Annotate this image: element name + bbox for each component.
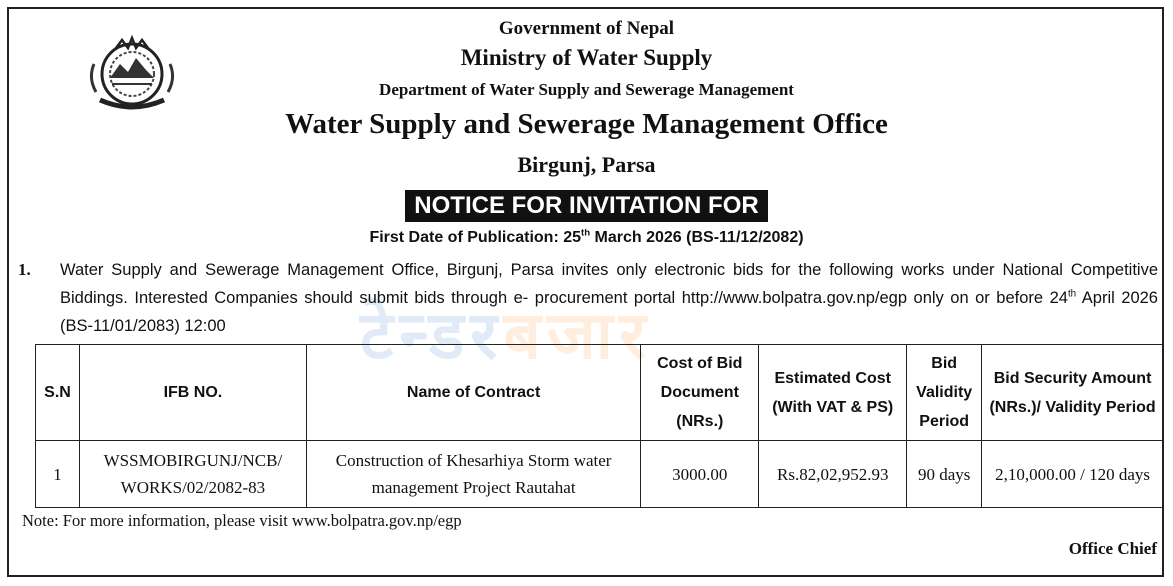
notice-banner [0, 190, 1173, 222]
cell-bid-security: 2,10,000.00 / 120 days [982, 441, 1164, 508]
header-sn: S.N [36, 345, 80, 441]
header-cost-of-bid-document: Cost of Bid Document (NRs.) [641, 345, 759, 441]
notice-title: NOTICE FOR INVITATION FOR [405, 190, 767, 222]
table-header-row [36, 345, 1164, 441]
watermark: टेन्डरबजार [360, 298, 652, 372]
office-location: Birgunj, Parsa [517, 152, 656, 177]
paragraph-number: 1. [18, 260, 31, 279]
footer-note: Note: For more information, please visit www.bolpatra.gov.np/egp [22, 511, 462, 530]
header-contract-name: Name of Contract [306, 345, 640, 441]
ministry-line: Ministry of Water Supply [460, 45, 713, 70]
cell-contract-name: Construction of Khesarhiya Storm water management Project Rautahat [306, 441, 640, 508]
header-bid-security: Bid Security Amount (NRs.)/ Validity Period [982, 345, 1164, 441]
department-line: Department of Water Supply and Sewerage Management [379, 80, 794, 99]
invitation-paragraph [18, 256, 1158, 340]
bids-table [35, 344, 1164, 508]
cell-ifb-no: WSSMOBIRGUNJ/NCB/ WORKS/02/2082-83 [79, 441, 306, 508]
header-bid-validity: Bid Validity Period [907, 345, 982, 441]
signatory: Office Chief [1068, 539, 1157, 558]
office-title: Water Supply and Sewerage Management Office [285, 108, 888, 140]
paragraph-text: Water Supply and Sewerage Management Office, Birgunj, Parsa invites only electronic bids for the following works under National Competitive Biddings. Interested Companies should submit bids through e- procurement portal http://www.bolpatra.gov.np/egp only on or before 24th April 2026 (BS-11/01/2083) 12:00 [60, 261, 1158, 335]
header-estimated-cost: Estimated Cost (With VAT & PS) [759, 345, 907, 441]
publication-date: First Date of Publication: 25th March 2026 (BS-11/12/2082) [369, 227, 804, 246]
government-line: Government of Nepal [498, 18, 675, 39]
cell-estimated-cost: Rs.82,02,952.93 [759, 441, 907, 508]
header-ifb-no: IFB NO. [79, 345, 306, 441]
cell-bid-validity: 90 days [907, 441, 982, 508]
table-row [36, 441, 1164, 508]
cell-cost-of-bid-document: 3000.00 [641, 441, 759, 508]
cell-sn: 1 [36, 441, 80, 508]
